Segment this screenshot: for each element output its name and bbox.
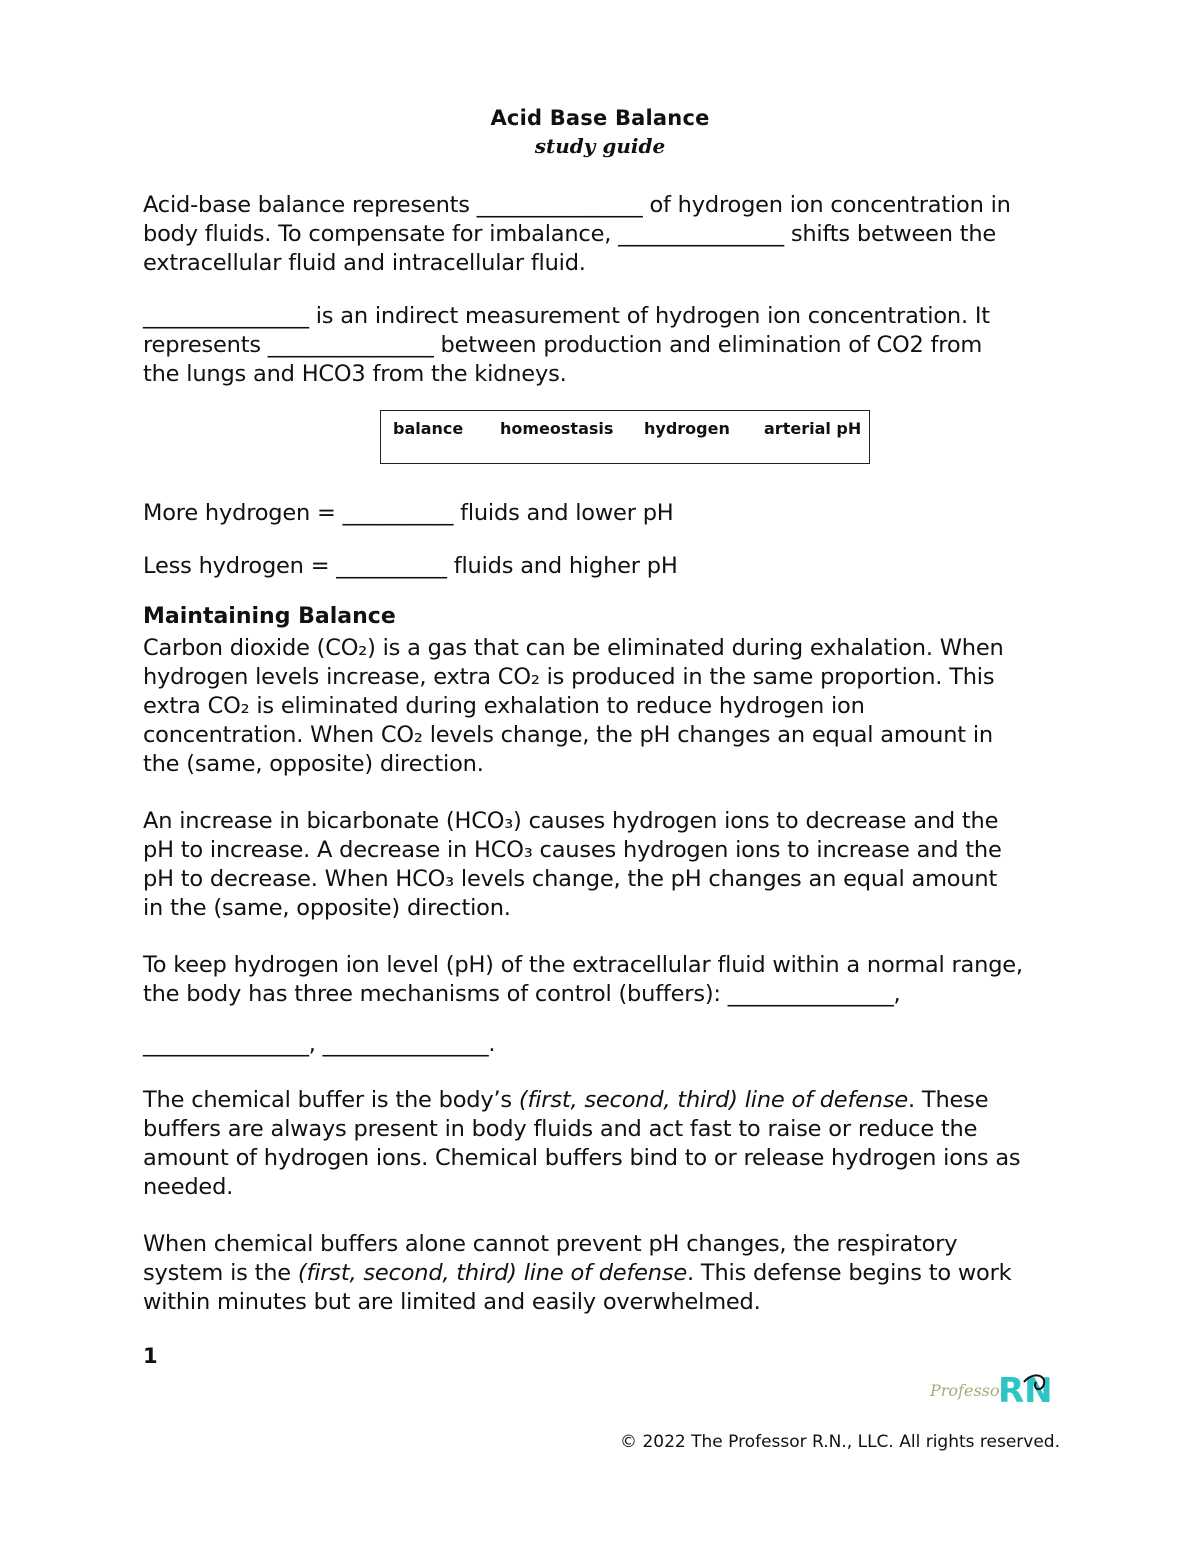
professor-rn-logo [928,1368,1058,1408]
text-run: . This defense begins to work within minutes but are limited and easily overwhelmed. [143,1260,1012,1315]
paragraph-buffers: To keep hydrogen ion level (pH) of the extracellular fluid within a normal range, the body has three mechanisms of control (buffers): _______________, [143,952,1023,1007]
paragraph-less-hydrogen: Less hydrogen = __________ fluids and higher pH [143,553,678,579]
paragraph-chemical-buffer [143,1086,1063,1202]
page-number: 1 [143,1344,158,1368]
text-run: . These buffers are always present in body fluids and act fast to raise or reduce the amount of hydrogen ions. Chemical buffers bind to or release hydrogen ions as needed. [143,1087,1021,1200]
page-subtitle: study guide [534,134,666,158]
paragraph-arterial-ph: _______________ is an indirect measurement of hydrogen ion concentration. It represents _______________ between production and elimination of CO2 from the lungs and HCO3 from the kidneys. [143,303,990,387]
emphasis-text: (first, second, third) line of defense [297,1260,688,1286]
paragraph-buffer-blanks: _______________, _______________. [143,1031,496,1057]
word-bank-item: hydrogen [644,419,730,438]
logo-script-text: Professor [930,1381,1008,1400]
word-bank-item: arterial pH [764,419,862,438]
emphasis-text: (first, second, third) line of defense [518,1087,909,1113]
paragraph-acid-base-intro: Acid-base balance represents _______________ of hydrogen ion concentration in body fluids. To compensate for imbalance, _______________ shifts between the extracellular fluid and intracellular fluid. [143,192,1011,276]
text-run: When chemical buffers alone cannot prevent pH changes, the respiratory system is the [143,1231,958,1286]
word-bank-item: balance [393,419,464,438]
word-bank-item: homeostasis [500,419,614,438]
word-bank [380,410,870,464]
section-heading: Maintaining Balance [143,604,396,629]
page-title: Acid Base Balance [490,106,710,130]
copyright-notice: © 2022 The Professor R.N., LLC. All rights reserved. [620,1432,1060,1452]
paragraph-respiratory [143,1230,1063,1317]
paragraph-carbon-dioxide: Carbon dioxide (CO₂) is a gas that can be eliminated during exhalation. When hydrogen levels increase, extra CO₂ is produced in the same proportion. This extra CO₂ is eliminated during exhalation to reduce hydrogen ion concentration. When CO₂ levels change, the pH changes an equal amount in the (same, opposite) direction. [143,635,1004,777]
logo-mark-text: RN [998,1371,1053,1408]
paragraph-bicarbonate: An increase in bicarbonate (HCO₃) causes hydrogen ions to decrease and the pH to increase. A decrease in HCO₃ causes hydrogen ions to increase and the pH to decrease. When HCO₃ levels change, the pH changes an equal amount in the (same, opposite) direction. [143,808,1002,921]
text-run: The chemical buffer is the body’s [143,1087,519,1113]
paragraph-more-hydrogen: More hydrogen = __________ fluids and lower pH [143,500,674,526]
